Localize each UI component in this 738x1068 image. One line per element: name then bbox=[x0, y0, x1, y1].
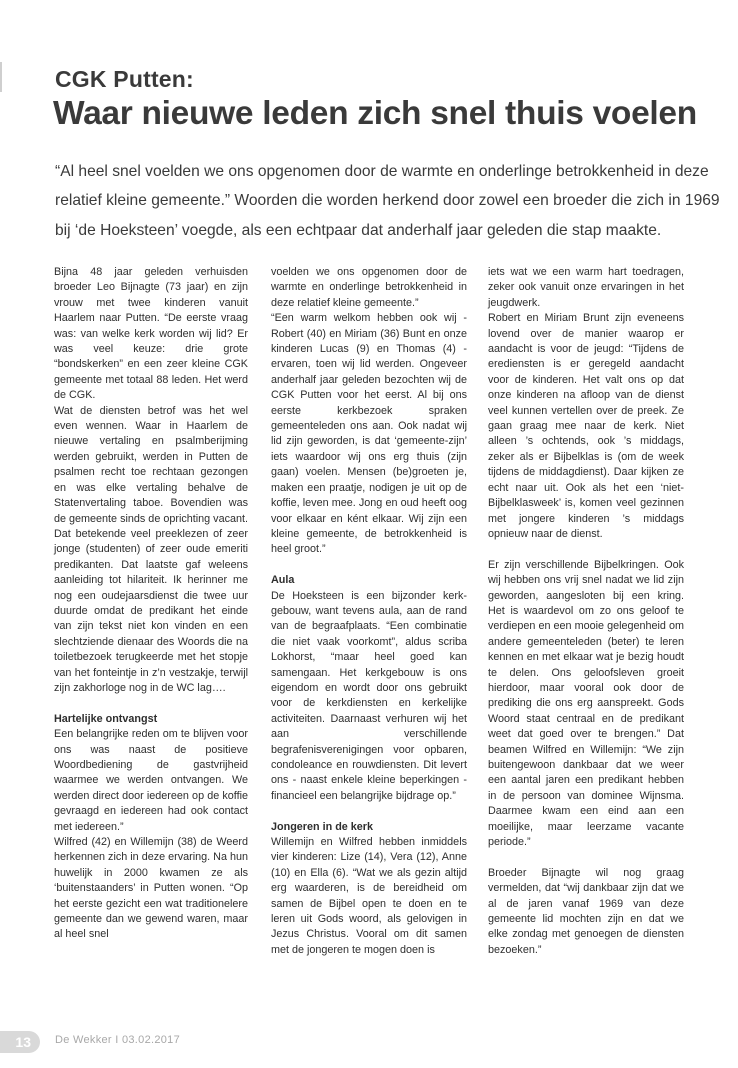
article-intro bbox=[55, 157, 720, 245]
paragraph: “Een warm welkom hebben ook wij - Robert (40) en Miriam (36) Bunt en onze kinderen Lucas (9) en Thomas (4) - ervaren, toen wij lid werden. Ongeveer anderhalf jaar geleden bezochten wij de CGK Putten voor het eerst. Al bij ons eerste kerkbezoek spraken gemeenteleden ons aan. Ook nadat wij lid zijn geworden, is dat ‘gemeente-zijn’ iets waardoor wij ons erg thuis (zijn gaan) voelen. Mensen (be)groeten je, maken een praatje, nodigen je uit op de koffie, leven mee. Jong en oud heeft oog voor elkaar en ként elkaar. Wij zijn een kleine gemeente, de betrokkenheid is heel groot.” bbox=[271, 312, 467, 556]
paragraph: Wat de diensten betrof was het wel even wennen. Waar in Haarlem de nieuwe vertaling en psalmberijming werden gebruikt, werden in Putten de psalmen recht toe rechtaan gezongen en was elke vertaling behalve de Statenvertaling taboe. Bovendien was de gemeente sinds de oprichting vacant. Dat betekende veel preeklezen of zeer jonge (studenten) of zeer oude emeriti predikanten. Dat laatste gaf weleens aanleiding tot hilariteit. Ik herinner me nog een oudejaarsdienst die twee uur duurde omdat de predikant het einde van zijn tekst niet kon vinden en een slechtziende dienaar des Woords die na toiletbezoek terugkeerde met het stopje van het fonteintje in z’n vestzakje, terwijl zijn zakhorloge nog in de WC lag…. bbox=[54, 404, 248, 694]
intro-line: relatief kleine gemeente.” Woorden die worden herkend door zowel een broeder die zich in 1969 bbox=[55, 192, 720, 210]
paragraph: Er zijn verschillende Bijbelkringen. Ook wij hebben ons vrij snel nadat we lid zijn geworden, aangesloten bij een kring. Het is waardevol om zo ons geloof te verdiepen en een mooie gelegenheid om andere gemeenteleden (beter) te leren kennen en met elkaar wat je bezig houdt te delen. Ons geloofsleven groeit hierdoor, maar vooral ook door de prediking die ons erg aanspreekt. Gods Woord staat centraal en de predikant weet dat goed over te brengen.” Dat beamen Wilfred en Willemijn: “We zijn buitengewoon dankbaar dat we weer een aantal jaren een predikant hebben in de persoon van dominee Wijnsma. Daarmee kwam een eind aan een moeilijke, maar leerzame vacante periode.” bbox=[488, 558, 684, 849]
paragraph: Een belangrijke reden om te blijven voor ons was naast de positieve Woordbediening de gastvrijheid waarmee we werden ontvangen. We werden direct door iedereen op de koffie gevraagd en iedereen had ook contact met iedereen.” bbox=[54, 728, 248, 833]
paragraph: Bijna 48 jaar geleden verhuisden broeder Leo Bijnagte (73 jaar) en zijn vrouw met twee kinderen vanuit Haarlem naar Putten. “De eerste vraag was: van welke kerk worden wij lid? Er was veel keuze: drie grote “bondskerken” en een zeer kleine CGK gemeente met totaal 88 leden. Het werd de CGK. bbox=[54, 266, 248, 402]
subheading: Jongeren in de kerk bbox=[271, 820, 374, 833]
page-footer bbox=[0, 1031, 300, 1053]
subheading: Aula bbox=[271, 574, 295, 587]
paragraph: Willemijn en Wilfred hebben inmiddels vier kinderen: Lize (14), Vera (12), Anne (10) en Ella (6). “Wat we als gezin altijd erg waarderen, is de bereidheid om samen de Bijbel open te doen en te leren uit Gods woord, als gelovigen in Jezus Christus. Vooral om dit samen met de jongeren te mogen doen is bbox=[271, 836, 467, 956]
article-headline: Waar nieuwe leden zich snel thuis voelen bbox=[53, 95, 697, 132]
article-kicker: CGK Putten: bbox=[55, 66, 194, 92]
body-column-1 bbox=[54, 265, 248, 943]
page-number: 13 bbox=[0, 1031, 40, 1053]
page-edge-mark bbox=[0, 62, 2, 92]
subheading: Hartelijke ontvangst bbox=[54, 712, 158, 725]
publication-info: De Wekker I 03.02.2017 bbox=[55, 1034, 181, 1046]
paragraph: iets wat we een warm hart toedragen, zeker ook vanuit onze ervaringen in het jeugdwerk. bbox=[488, 266, 684, 309]
body-column-2 bbox=[271, 265, 467, 958]
intro-line: bij ‘de Hoeksteen’ voegde, als een echtpaar dat anderhalf jaar geleden die stap maakte. bbox=[55, 221, 662, 239]
paragraph: Wilfred (42) en Willemijn (38) de Weerd herkennen zich in deze ervaring. Na hun huwelijk in 2000 kwamen ze als ‘buitenstaanders’ in Putten wonen. “Op het eerste gezicht een wat traditionelere gemeente dan we gewend waren, maar al heel snel bbox=[54, 836, 248, 941]
paragraph: De Hoeksteen is een bijzonder kerk-gebouw, want tevens aula, aan de rand van de begraafplaats. “Een combinatie die niet vaak voorkomt”, aldus scriba Lokhorst, “maar heel goed kan samengaan. Het kerkgebouw is ons eigendom en wordt door ons gebruikt voor de kerkdiensten en kerkelijke activiteiten. Daarnaast verhuren wij het aan verschillende begrafenisverenigingen voor opbaren, condoleance en rouwdiensten. Dit levert ons - naast enkele kleine beperkingen - financieel een belangrijke bijdrage op.” bbox=[271, 589, 467, 802]
paragraph: Broeder Bijnagte wil nog graag vermelden, dat “wij dankbaar zijn dat we al de jaren vanaf 1969 van deze gemeente lid mochten zijn en dat we elke zondag met genoegen de diensten bezoeken.” bbox=[488, 866, 684, 956]
paragraph: voelden we ons opgenomen door de warmte en onderlinge betrokkenheid in deze relatief kleine gemeente.” bbox=[271, 266, 467, 309]
paragraph: Robert en Miriam Brunt zijn eveneens lovend over de manier waarop er aandacht is voor de jeugd: “Tijdens de erediensten is er geregeld aandacht voor de kinderen. Het valt ons op dat onze kinderen na afloop van de dienst veel kunnen vertellen over de preek. Ze gaan graag mee naar de kerk. Niet alleen ’s ochtends, ook ’s middags, zeker als er Bijbelklas is (om de week tijdens de middagdienst). Daar kijken ze echt naar uit. Ook als het een ‘niet-Bijbelklasweek’ is, komen veel gezinnen met jongere kinderen ’s middags opnieuw naar de dienst. bbox=[488, 312, 684, 540]
body-column-3 bbox=[488, 265, 684, 958]
intro-line: “Al heel snel voelden we ons opgenomen door de warmte en onderlinge betrokkenheid in deze bbox=[55, 163, 709, 180]
